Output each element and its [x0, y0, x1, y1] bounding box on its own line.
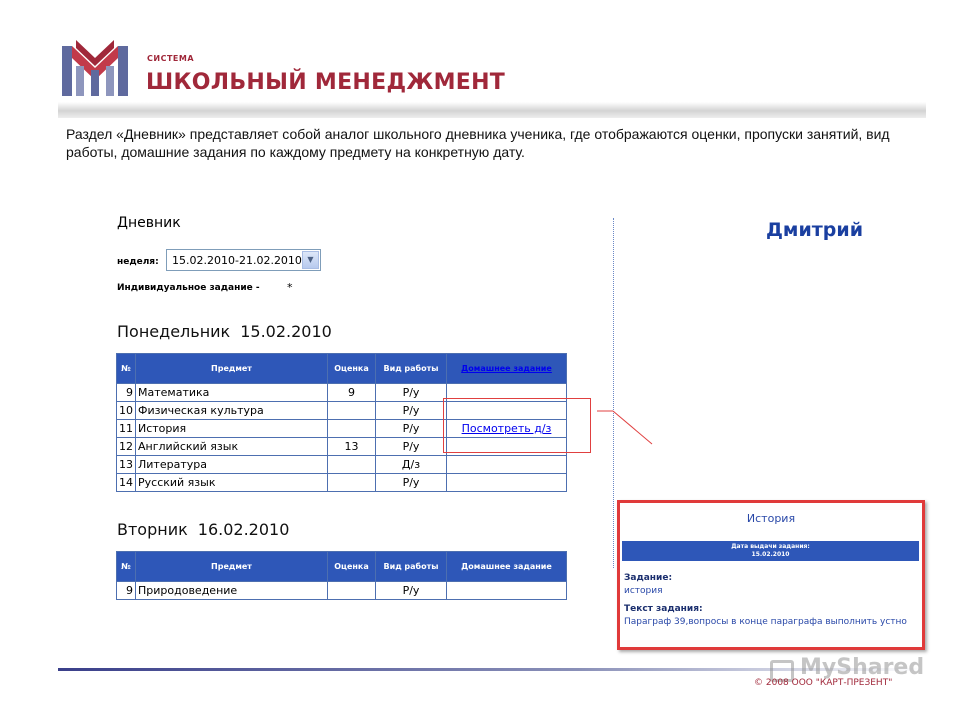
day-name: Понедельник: [117, 322, 231, 341]
day-name: Вторник: [117, 520, 188, 539]
popup-issue-label: Дата выдачи задания:: [731, 543, 810, 550]
week-label: неделя:: [117, 257, 159, 267]
schedule-table-tuesday: [116, 551, 567, 600]
grade: [328, 456, 376, 474]
copyright: © 2008 ООО "КАРТ-ПРЕЗЕНТ": [754, 678, 893, 688]
work-type: Р/у: [376, 384, 447, 402]
col-grade: Оценка: [328, 552, 376, 582]
work-type: Р/у: [376, 438, 447, 456]
popup-issue-bar: [622, 541, 919, 561]
col-subject: Предмет: [136, 552, 328, 582]
week-select-value: 15.02.2010-21.02.2010: [172, 254, 302, 267]
school-management-logo: [62, 40, 128, 96]
brand-system-label: СИСТЕМА: [147, 54, 195, 63]
col-work-type: Вид работы: [376, 552, 447, 582]
col-number: №: [117, 354, 136, 384]
table-row: [117, 456, 567, 474]
highlight-box: [443, 398, 591, 453]
subject: Русский язык: [136, 474, 328, 492]
view-homework-link[interactable]: Посмотреть д/з: [461, 422, 552, 435]
table-row: [117, 474, 567, 492]
subject: История: [136, 420, 328, 438]
subject: Английский язык: [136, 438, 328, 456]
lesson-number: 9: [117, 582, 136, 600]
popup-issue-date: 15.02.2010: [751, 551, 790, 558]
student-name: Дмитрий: [766, 219, 864, 241]
footer-divider: [58, 668, 924, 671]
table-row: [117, 582, 567, 600]
day-heading-tuesday: [117, 520, 289, 539]
work-type: Р/у: [376, 582, 447, 600]
individual-task-label: Индивидуальное задание -: [117, 283, 260, 293]
col-homework: Домашнее задание: [447, 552, 567, 582]
diary-title: Дневник: [117, 215, 181, 231]
day-date: 15.02.2010: [240, 322, 332, 341]
lesson-number: 14: [117, 474, 136, 492]
lesson-number: 9: [117, 384, 136, 402]
col-grade: Оценка: [328, 354, 376, 384]
table-header-row: [117, 354, 567, 384]
popup-task-label: Задание:: [624, 573, 673, 583]
work-type: Р/у: [376, 402, 447, 420]
dotted-divider: [613, 218, 614, 568]
chevron-down-icon[interactable]: ▼: [302, 251, 319, 269]
homework-popup: [617, 500, 925, 650]
subject: Литература: [136, 456, 328, 474]
individual-task-mark: *: [287, 281, 293, 294]
header-divider: [58, 102, 926, 118]
work-type: Р/у: [376, 420, 447, 438]
work-type: Д/з: [376, 456, 447, 474]
table-header-row: [117, 552, 567, 582]
homework: [447, 474, 567, 492]
watermark: MyShared: [800, 655, 925, 680]
lesson-number: 11: [117, 420, 136, 438]
col-number: №: [117, 552, 136, 582]
col-work-type: Вид работы: [376, 354, 447, 384]
lesson-number: 10: [117, 402, 136, 420]
grade: [328, 474, 376, 492]
popup-text-value: Параграф 39,вопросы в конце параграфа выполнить устно: [624, 617, 907, 627]
popup-task-value: история: [624, 586, 663, 596]
subject: Математика: [136, 384, 328, 402]
col-subject: Предмет: [136, 354, 328, 384]
grade: [328, 402, 376, 420]
grade: [328, 582, 376, 600]
lesson-number: 13: [117, 456, 136, 474]
work-type: Р/у: [376, 474, 447, 492]
week-select[interactable]: [166, 249, 321, 271]
homework: [447, 582, 567, 600]
popup-subject: История: [746, 512, 796, 525]
day-date: 16.02.2010: [197, 520, 290, 539]
brand-name: ШКОЛЬНЫЙ МЕНЕДЖМЕНТ: [146, 70, 506, 95]
subject: Физическая культура: [136, 402, 328, 420]
grade: [328, 420, 376, 438]
grade: 13: [328, 438, 376, 456]
subject: Природоведение: [136, 582, 328, 600]
grade: 9: [328, 384, 376, 402]
lesson-number: 12: [117, 438, 136, 456]
day-heading-monday: [117, 322, 332, 341]
homework: [447, 456, 567, 474]
popup-text-label: Текст задания:: [624, 604, 703, 614]
col-homework-link[interactable]: Домашнее задание: [447, 354, 567, 384]
intro-text: Раздел «Дневник» представляет собой аналог школьного дневника ученика, где отображаются оценки, пропуски занятий, вид работы, домашние задания по каждому предмету на конкретную дату.: [66, 126, 890, 160]
